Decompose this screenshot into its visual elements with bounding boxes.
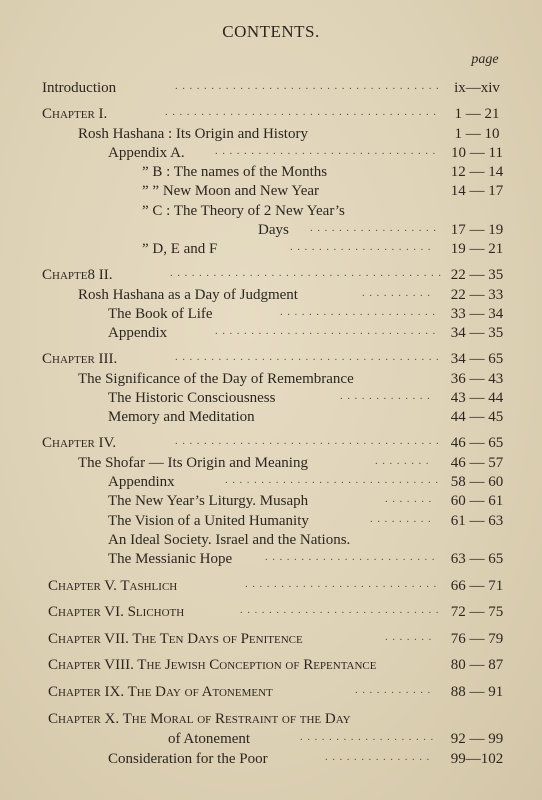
toc-entry-page: 43 — 44 bbox=[450, 390, 504, 406]
toc-entry-title: ” B : The names of the Months bbox=[142, 164, 328, 180]
toc-entry-page: 76 — 79 bbox=[450, 631, 504, 647]
toc-entry-title: The New Year’s Liturgy. Musaph bbox=[108, 493, 309, 509]
leader-dots: ....... bbox=[385, 493, 436, 505]
toc-entry-title: Appendinx bbox=[108, 474, 175, 490]
leader-dots: ........................ bbox=[265, 551, 439, 563]
toc-entry-page: 22 — 33 bbox=[450, 287, 504, 303]
toc-entry bbox=[0, 433, 542, 453]
toc-entry bbox=[0, 239, 542, 259]
toc-entry-page: 19 — 21 bbox=[450, 241, 504, 257]
leader-dots: ..................................... bbox=[175, 80, 444, 92]
toc-entry-title: Chapter I. bbox=[42, 106, 108, 122]
toc-entry-page: 34 — 65 bbox=[450, 351, 504, 367]
toc-entry bbox=[0, 285, 542, 305]
toc-entry bbox=[0, 181, 542, 201]
leader-dots: ........................... bbox=[245, 578, 441, 590]
toc-entry-title: ” ” New Moon and New Year bbox=[142, 183, 320, 199]
toc-entry-title: Days bbox=[258, 222, 289, 238]
toc-entry bbox=[0, 655, 542, 675]
leader-dots: ........... bbox=[355, 684, 435, 696]
toc-entry-title: The Historic Consciousness bbox=[108, 390, 276, 406]
toc-entry bbox=[0, 162, 542, 182]
toc-entry-title: of Atonement bbox=[168, 731, 251, 747]
toc-entry-page: 36 — 43 bbox=[450, 371, 504, 387]
toc-entry-title: Chapter IV. bbox=[42, 435, 117, 451]
toc-entry-title: Appendix bbox=[108, 325, 168, 341]
toc-entry-title: Chapter III. bbox=[42, 351, 118, 367]
page-column-label: page bbox=[471, 52, 499, 67]
toc-entry-page: 17 — 19 bbox=[450, 222, 504, 238]
toc-entry-title: Chapter VIII. The Jewish Conception of Repentance bbox=[48, 657, 377, 673]
toc-entry bbox=[0, 549, 542, 569]
leader-dots: ............. bbox=[340, 390, 435, 402]
toc-entry-page: 46 — 57 bbox=[450, 455, 504, 471]
toc-entry-title: Chapter V. Tashlich bbox=[48, 578, 178, 594]
toc-entry-title: Chapter X. The Moral of Restraint of the Day bbox=[48, 711, 351, 727]
toc-entry-title: Appendix A. bbox=[108, 145, 185, 161]
leader-dots: ...................... bbox=[280, 306, 440, 318]
leader-dots: ............................... bbox=[215, 145, 440, 157]
leader-dots: ...................................... bbox=[170, 267, 446, 279]
leader-dots: .............................. bbox=[225, 474, 443, 486]
toc-entry-title: Chapte8 II. bbox=[42, 267, 113, 283]
toc-entry-page: 61 — 63 bbox=[450, 513, 504, 529]
toc-entry-page: 33 — 34 bbox=[450, 306, 504, 322]
toc-entry bbox=[0, 602, 542, 622]
toc-entry-page: 88 — 91 bbox=[450, 684, 504, 700]
toc-entry-title: The Messianic Hope bbox=[108, 551, 233, 567]
leader-dots: ...................................... bbox=[165, 106, 441, 118]
toc-entry-title: An Ideal Society. Israel and the Nations. bbox=[108, 532, 351, 548]
toc-entry-page: 99—102 bbox=[450, 751, 504, 767]
toc-entry-title: Memory and Meditation bbox=[108, 409, 255, 425]
toc-entry-title: ” D, E and F bbox=[142, 241, 218, 257]
toc-entry-page: 1 — 10 bbox=[454, 126, 500, 142]
toc-entry bbox=[0, 78, 542, 98]
toc-entry bbox=[0, 143, 542, 163]
toc-entry-page: 22 — 35 bbox=[450, 267, 504, 283]
leader-dots: .................... bbox=[290, 241, 435, 253]
toc-entry bbox=[0, 407, 542, 427]
toc-entry-title: Consideration for the Poor bbox=[108, 751, 268, 767]
toc-entry bbox=[0, 201, 542, 221]
toc-entry-title: The Book of Life bbox=[108, 306, 213, 322]
leader-dots: ..................................... bbox=[175, 351, 444, 363]
toc-entry-page: 66 — 71 bbox=[450, 578, 504, 594]
leader-dots: .......... bbox=[362, 287, 435, 299]
toc-entry-title: Rosh Hashana as a Day of Judgment bbox=[78, 287, 298, 303]
leader-dots: ........ bbox=[375, 455, 433, 467]
leader-dots: .................. bbox=[310, 222, 441, 234]
leader-dots: ................... bbox=[300, 731, 438, 743]
toc-entry-title: ” C : The Theory of 2 New Year’s bbox=[142, 203, 345, 219]
toc-entry-page: 72 — 75 bbox=[450, 604, 504, 620]
toc-entry bbox=[0, 323, 542, 343]
toc-entry bbox=[0, 629, 542, 649]
toc-entry bbox=[0, 682, 542, 702]
toc-entry-page: 14 — 17 bbox=[450, 183, 504, 199]
toc-entry bbox=[0, 104, 542, 124]
toc-entry-title: Chapter VII. The Ten Days of Penitence bbox=[48, 631, 303, 647]
toc-entry-page: 80 — 87 bbox=[450, 657, 504, 673]
toc-entry-page: 60 — 61 bbox=[450, 493, 504, 509]
toc-entry bbox=[0, 511, 542, 531]
toc-entry-page: 44 — 45 bbox=[450, 409, 504, 425]
toc-entry-page: 58 — 60 bbox=[450, 474, 504, 490]
toc-entry bbox=[0, 491, 542, 511]
toc-entry-page: 1 — 21 bbox=[454, 106, 500, 122]
toc-entry bbox=[0, 472, 542, 492]
toc-entry bbox=[0, 749, 542, 769]
toc-entry bbox=[0, 729, 542, 749]
toc-entry-page: 34 — 35 bbox=[450, 325, 504, 341]
toc-entry-page: ix—xiv bbox=[454, 80, 500, 96]
leader-dots: ............................ bbox=[240, 604, 443, 616]
toc-entry-page: 12 — 14 bbox=[450, 164, 504, 180]
toc-entry bbox=[0, 369, 542, 389]
toc-entry bbox=[0, 349, 542, 369]
toc-entry-title: Introduction bbox=[42, 80, 117, 96]
toc-entry bbox=[0, 388, 542, 408]
toc-entry bbox=[0, 576, 542, 596]
leader-dots: ......... bbox=[370, 513, 436, 525]
toc-entry-title: The Shofar — Its Origin and Meaning bbox=[78, 455, 308, 471]
page-title: CONTENTS. bbox=[222, 22, 320, 41]
toc-entry bbox=[0, 709, 542, 729]
toc-entry-page: 63 — 65 bbox=[450, 551, 504, 567]
toc-entry bbox=[0, 220, 542, 240]
leader-dots: ............................... bbox=[215, 325, 440, 337]
toc-entry-title: Rosh Hashana : Its Origin and History bbox=[78, 126, 308, 142]
toc-entry-page: 46 — 65 bbox=[450, 435, 504, 451]
leader-dots: ............... bbox=[325, 751, 434, 763]
leader-dots: ....... bbox=[385, 631, 436, 643]
toc-entry-title: The Significance of the Day of Remembrance bbox=[78, 371, 354, 387]
toc-entry-title: The Vision of a United Humanity bbox=[108, 513, 309, 529]
toc-entry-title: Chapter VI. Slichoth bbox=[48, 604, 185, 620]
leader-dots: ..................................... bbox=[175, 435, 444, 447]
toc-entry-title: Chapter IX. The Day of Atonement bbox=[48, 684, 273, 700]
toc-entry-page: 10 — 11 bbox=[451, 145, 503, 161]
toc-entry bbox=[0, 265, 542, 285]
toc-entry-page: 92 — 99 bbox=[450, 731, 504, 747]
